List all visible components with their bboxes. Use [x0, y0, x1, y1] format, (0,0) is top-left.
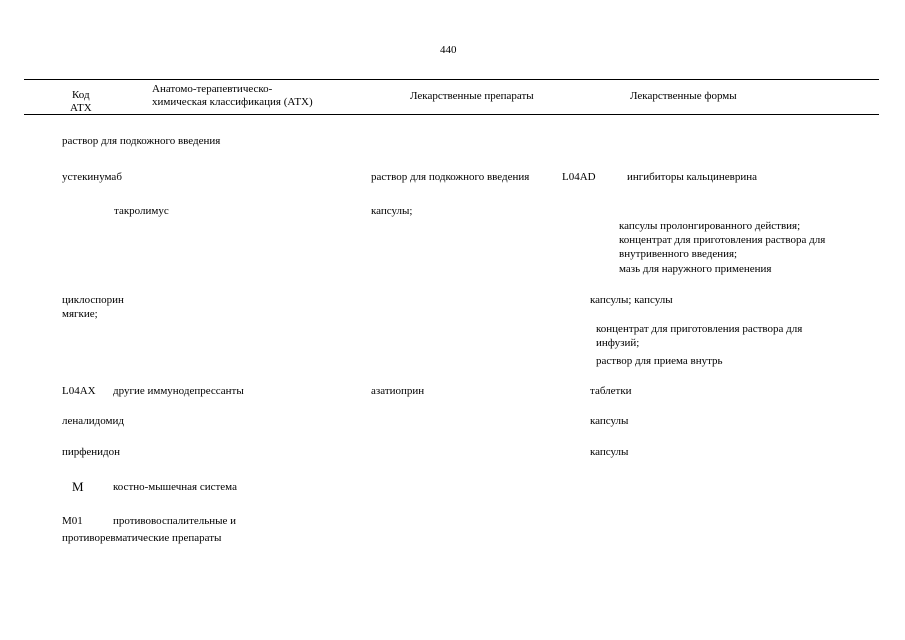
row9-class: противовоспалительные и	[113, 515, 237, 527]
row3-form-2: концентрат для приготовления раствора для	[619, 234, 826, 246]
row4-drug-2: мягкие;	[62, 308, 98, 320]
row3-form-3: внутривенного введения;	[619, 248, 738, 260]
row4-drug: циклоспорин	[62, 294, 124, 306]
header-code-l2: АТХ	[70, 102, 92, 114]
row5-class: другие иммунодепрессанты	[113, 385, 244, 397]
row3-drug: такролимус	[114, 205, 169, 217]
row1-form: раствор для подкожного введения	[62, 135, 221, 147]
row2-drug: устекинумаб	[62, 171, 122, 183]
row7-form: капсулы	[590, 446, 629, 458]
header-bottom-rule	[24, 114, 879, 115]
row4-form-3: раствор для приема внутрь	[596, 355, 723, 367]
row2-class: ингибиторы кальциневрина	[627, 171, 758, 183]
header-top-rule	[24, 79, 879, 80]
row6-form: капсулы	[590, 415, 629, 427]
row6-drug: леналидомид	[62, 415, 124, 427]
row3-form: капсулы;	[371, 205, 413, 217]
row8-code: M	[72, 479, 84, 494]
row4-form: капсулы; капсулы	[590, 294, 673, 306]
row5-drug: азатиоприн	[371, 385, 425, 397]
row3-form-4: мазь для наружного применения	[619, 263, 772, 275]
row9-code: M01	[62, 515, 83, 527]
page-number: 440	[440, 44, 457, 56]
row2-code: L04AD	[562, 171, 596, 183]
header-code-l1: Код	[72, 89, 90, 101]
row9-class-2: противоревматические препараты	[62, 532, 222, 544]
row4-form-1: концентрат для приготовления раствора для	[596, 323, 803, 335]
header-drugs: Лекарственные препараты	[410, 90, 534, 102]
row4-form-2: инфузий;	[596, 337, 640, 349]
row5-form: таблетки	[590, 385, 632, 397]
row7-drug: пирфенидон	[62, 446, 121, 458]
row8-class: костно-мышечная система	[113, 481, 237, 493]
header-forms: Лекарственные формы	[630, 90, 737, 102]
header-atc-l1: Анатомо-терапевтическо-	[152, 83, 273, 95]
row3-form-1: капсулы пролонгированного действия;	[619, 220, 801, 232]
header-atc-l2: химическая классификация (АТХ)	[152, 96, 313, 108]
row5-code: L04AX	[62, 385, 96, 397]
row2-form: раствор для подкожного введения	[371, 171, 530, 183]
